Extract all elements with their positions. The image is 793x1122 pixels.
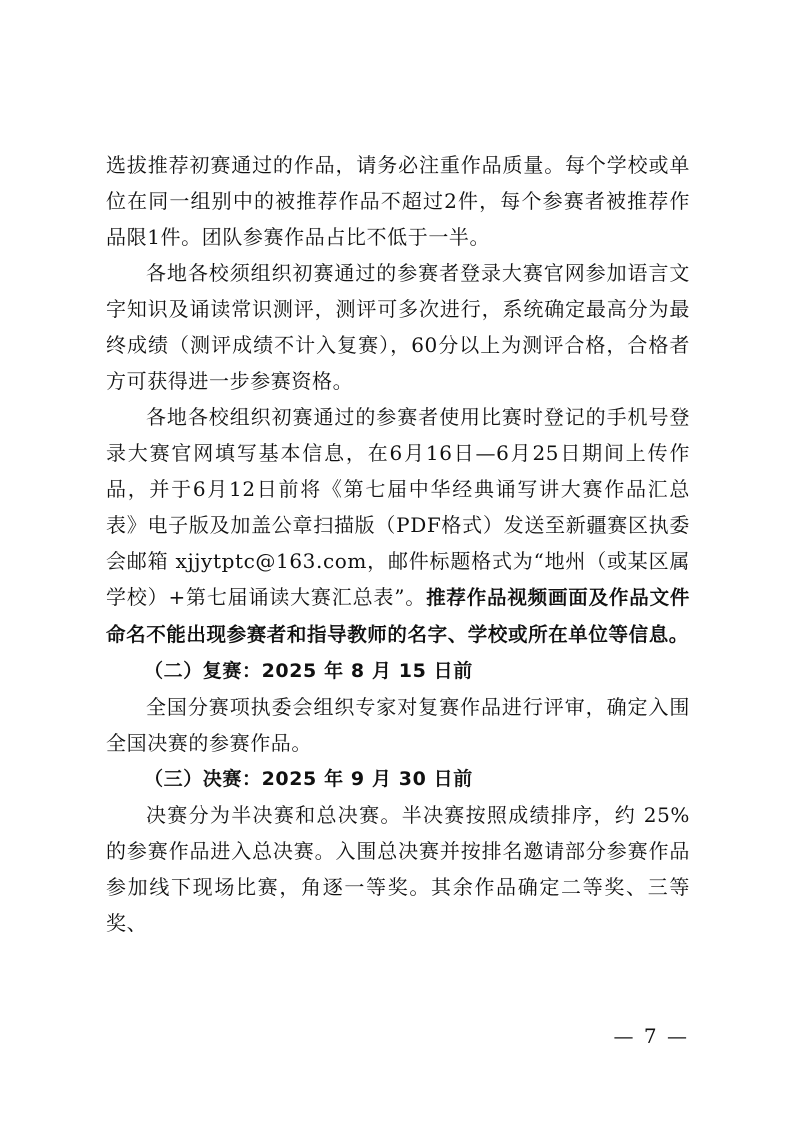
document-body [106, 147, 690, 941]
paragraph-text: 各地各校组织初赛通过的参赛者使用比赛时登记的手机号登录大赛官网填写基本信息，在6月16日—6月25日期间上传作品，并于6月12日前将《第七届中华经典诵写讲大赛作品汇总表》电子版及加盖公章扫描版（PDF格式）发送至新疆赛区执委会邮箱 xjjytptc@163.com，邮件标题格式为“地州（或某区属学校）+第七届诵读大赛汇总表”。 [106, 405, 690, 609]
paragraph-final [106, 797, 690, 941]
paragraph-semifinal [106, 689, 690, 761]
paragraph-text: 选拔推荐初赛通过的作品，请务必注重作品质量。每个学校或单位在同一组别中的被推荐作品不超过2件，每个参赛者被推荐作品限1件。团队参赛作品占比不低于一半。 [106, 153, 690, 249]
paragraph-text: 决赛分为半决赛和总决赛。半决赛按照成绩排序，约 25%的参赛作品进入总决赛。入围总决赛并按排名邀请部分参赛作品参加线下现场比赛，角逐一等奖。其余作品确定二等奖、三等奖、 [106, 803, 690, 935]
paragraph-text: 全国分赛项执委会组织专家对复赛作品进行评审，确定入围全国决赛的参赛作品。 [106, 695, 690, 755]
section-heading-final: （三）决赛：2025 年 9 月 30 日前 [144, 768, 473, 790]
paragraph-text: 各地各校须组织初赛通过的参赛者登录大赛官网参加语言文字知识及诵读常识测评，测评可多次进行，系统确定最高分为最终成绩（测评成绩不计入复赛），60分以上为测评合格，合格者方可获得进一步参赛资格。 [106, 261, 690, 393]
page-number: — 7 — [613, 1024, 689, 1048]
section-heading-semifinal: （二）复赛：2025 年 8 月 15 日前 [144, 660, 473, 682]
bold-notice: 推荐作品视频画面及作品文件命名不能出现参赛者和指导教师的名字、学校或所在单位等信息。 [106, 586, 690, 646]
paragraph-assessment [106, 255, 690, 399]
paragraph-upload [106, 399, 690, 653]
paragraph-recommendation [106, 147, 690, 255]
